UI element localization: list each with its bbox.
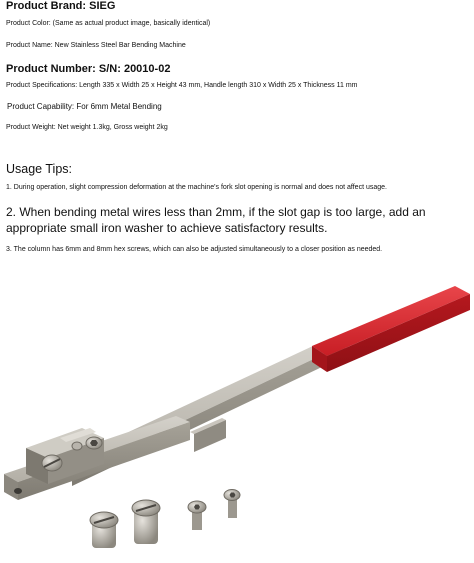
red-grip xyxy=(312,286,470,372)
head-pin xyxy=(72,442,82,450)
loose-hex-screw-1 xyxy=(188,501,206,530)
product-capability: Product Capability: For 6mm Metal Bending xyxy=(7,102,162,111)
mounting-hole xyxy=(14,488,22,494)
usage-tips-title: Usage Tips: xyxy=(6,162,73,176)
product-specifications: Product Specifications: Length 335 x Width 25 x Height 43 mm, Handle length 310 x Width 25 x Thickness 11 mm xyxy=(6,82,358,89)
usage-tip-3: 3. The column has 6mm and 8mm hex screws, which can also be adjusted simultaneously to a closer position as needed. xyxy=(6,246,383,253)
loose-screw-large xyxy=(90,512,118,548)
product-brand: Product Brand: SIEG xyxy=(6,0,116,12)
product-name: Product Name: New Stainless Steel Bar Bending Machine xyxy=(6,42,186,49)
product-number: Product Number: S/N: 20010-02 xyxy=(6,63,171,75)
loose-hex-screw-2 xyxy=(224,490,240,519)
product-photo xyxy=(0,268,474,563)
head-screw-slotted xyxy=(42,455,62,471)
product-weight: Product Weight: Net weight 1.3kg, Gross weight 2kg xyxy=(6,124,168,131)
usage-tip-2: 2. When bending metal wires less than 2mm, if the slot gap is too large, add an appropriate small iron washer to achieve satisfactory results. xyxy=(6,205,426,235)
usage-tip-1: 1. During operation, slight compression deformation at the machine's fork slot opening is normal and does not affect usage. xyxy=(6,184,387,191)
head-screw-hex xyxy=(86,437,102,449)
loose-screw-medium xyxy=(132,500,160,544)
product-color: Product Color: (Same as actual product image, basically identical) xyxy=(6,20,211,27)
